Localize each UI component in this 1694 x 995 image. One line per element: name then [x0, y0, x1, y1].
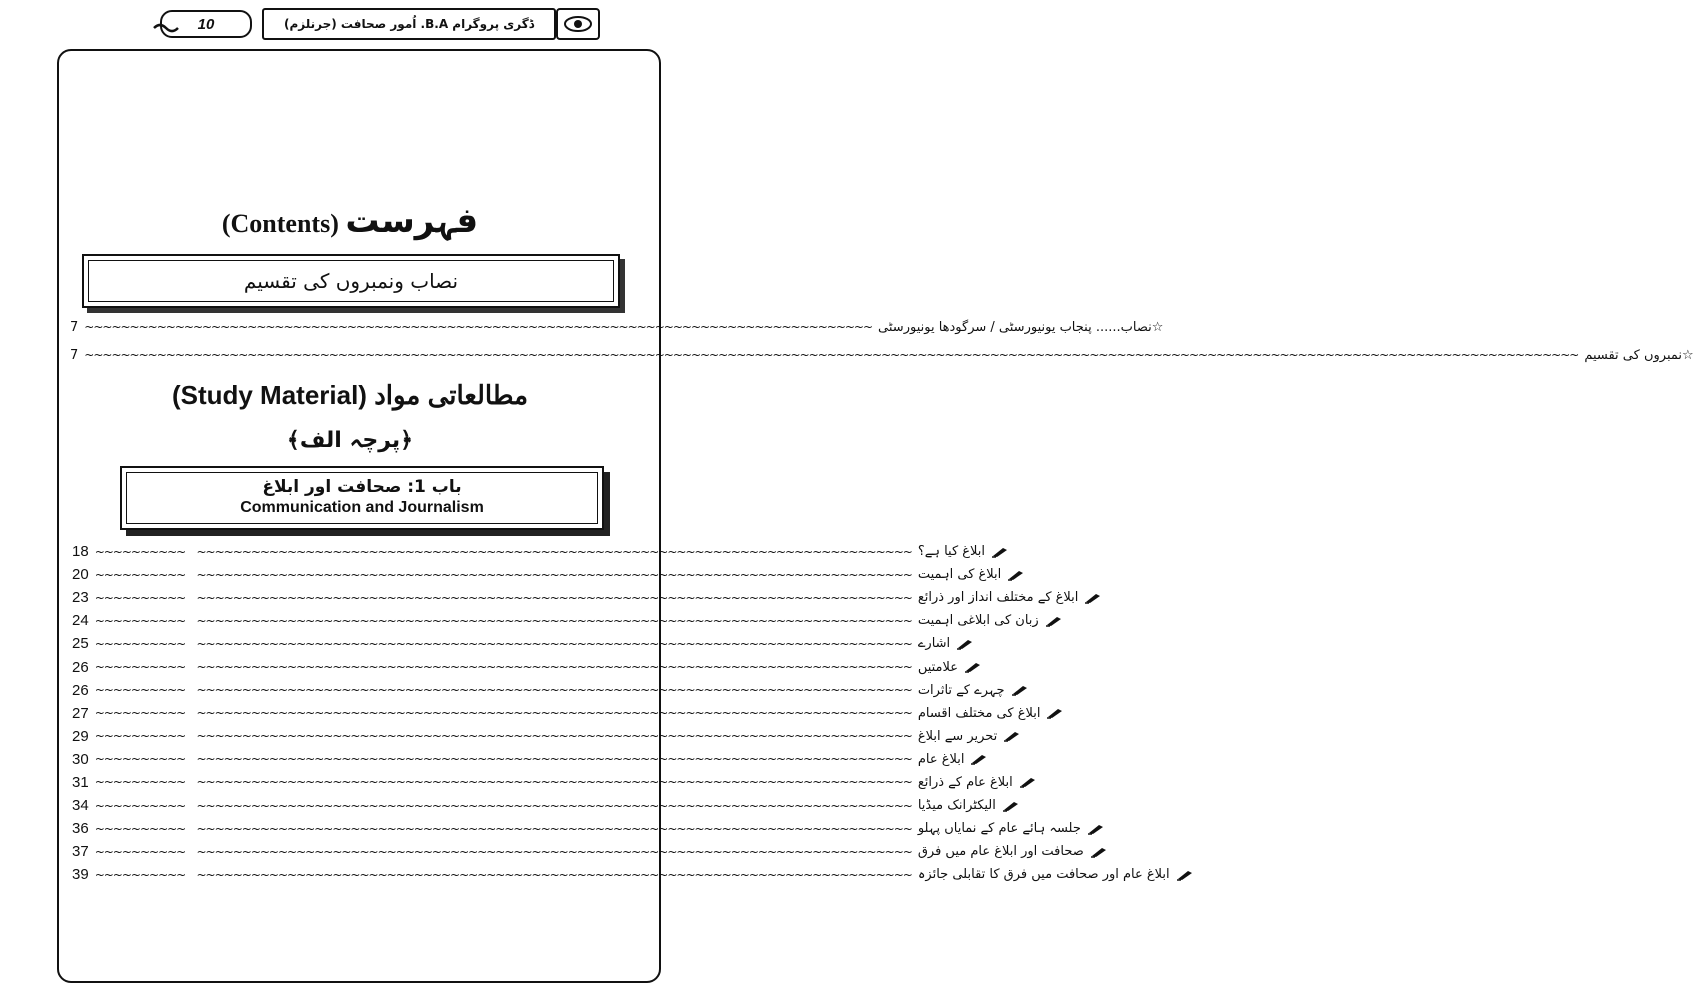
pen-icon	[970, 753, 988, 765]
toc-page-number: 23	[72, 589, 89, 607]
toc-row[interactable]	[72, 632, 951, 655]
running-title: ڈگری پروگرام B.A. اُمور صحافت (جرنلزم)	[262, 8, 556, 40]
pen-icon	[964, 661, 982, 673]
pen-icon	[1087, 823, 1105, 835]
toc-row[interactable]	[72, 817, 1081, 840]
section-title: نصاب ونمبروں کی تقسیم	[88, 260, 614, 302]
toc-list	[72, 540, 1170, 886]
contents-heading-en: (Contents)	[221, 209, 339, 238]
study-heading-en: (Study Material)	[171, 380, 367, 410]
toc-page-number: 27	[72, 704, 89, 722]
toc-row[interactable]	[70, 344, 1694, 366]
pen-icon	[1002, 800, 1020, 812]
star-icon: ☆	[1682, 347, 1694, 363]
leader-dashes: ~~~~~~~~~~~~~~~~~~~~~~~~~~~~~~~~~~~~~~~~~~~~~~~~~~~~~~~~~~~~~~~~~~~~~~~~~~~~~~~~~~~~~~~	[84, 320, 873, 334]
contents-heading	[0, 200, 700, 241]
toc-page-number: 7	[70, 347, 79, 363]
leader-dashes: ~~~~~~~~~~ ~~~~~~~~~~~~~~~~~~~~~~~~~~~~~~~~~~~~~~~~~~~~~~~~~~~~~~~~~~~~~~~~~~~~~~~~~~~~~~~	[94, 636, 912, 651]
toc-row[interactable]	[72, 609, 1039, 632]
toc-row[interactable]	[72, 771, 1013, 794]
toc-page-number: 25	[72, 635, 89, 653]
leader-dashes: ~~~~~~~~~~ ~~~~~~~~~~~~~~~~~~~~~~~~~~~~~~~~~~~~~~~~~~~~~~~~~~~~~~~~~~~~~~~~~~~~~~~~~~~~~~~	[94, 590, 912, 605]
contents-heading-ur: فہرست	[345, 201, 479, 241]
leader-dashes: ~~~~~~~~~~ ~~~~~~~~~~~~~~~~~~~~~~~~~~~~~~~~~~~~~~~~~~~~~~~~~~~~~~~~~~~~~~~~~~~~~~~~~~~~~~~	[94, 706, 912, 721]
toc-entry-text: ابلاغ عام اور صحافت میں فرق کا تقابلی جائزہ	[917, 867, 1170, 883]
toc-row[interactable]	[72, 748, 965, 771]
toc-entry-text: جلسہ ہائے عام کے نمایاں پہلو	[917, 821, 1081, 837]
toc-row[interactable]	[72, 794, 996, 817]
toc-entry-text: علامتیں	[917, 659, 959, 675]
toc-entry-text: ابلاغ عام	[917, 751, 965, 767]
toc-entry-text: تحریر سے ابلاغ	[917, 728, 998, 744]
pen-icon	[1011, 684, 1029, 696]
chapter-title-ur: باب 1: صحافت اور ابلاغ	[262, 477, 462, 497]
toc-page-number: 26	[72, 681, 89, 699]
page-header	[0, 0, 700, 48]
leader-dashes: ~~~~~~~~~~ ~~~~~~~~~~~~~~~~~~~~~~~~~~~~~~~~~~~~~~~~~~~~~~~~~~~~~~~~~~~~~~~~~~~~~~~~~~~~~~~	[94, 683, 912, 698]
toc-entry-text: چہرے کے تاثرات	[917, 682, 1005, 698]
leader-dashes: ~~~~~~~~~~ ~~~~~~~~~~~~~~~~~~~~~~~~~~~~~~~~~~~~~~~~~~~~~~~~~~~~~~~~~~~~~~~~~~~~~~~~~~~~~~~	[94, 613, 912, 628]
leader-dashes: ~~~~~~~~~~ ~~~~~~~~~~~~~~~~~~~~~~~~~~~~~~~~~~~~~~~~~~~~~~~~~~~~~~~~~~~~~~~~~~~~~~~~~~~~~~~	[94, 844, 912, 859]
pen-icon	[1046, 707, 1064, 719]
toc-entry-text: ابلاغ کی اہمیت	[917, 567, 1002, 583]
toc-page-number: 20	[72, 566, 89, 584]
leader-dashes: ~~~~~~~~~~ ~~~~~~~~~~~~~~~~~~~~~~~~~~~~~~~~~~~~~~~~~~~~~~~~~~~~~~~~~~~~~~~~~~~~~~~~~~~~~~~	[94, 821, 912, 836]
toc-entry-text: اشارے	[917, 636, 951, 652]
leader-dashes: ~~~~~~~~~~ ~~~~~~~~~~~~~~~~~~~~~~~~~~~~~~~~~~~~~~~~~~~~~~~~~~~~~~~~~~~~~~~~~~~~~~~~~~~~~~~	[94, 729, 912, 744]
toc-row[interactable]	[72, 863, 1170, 886]
leader-dashes: ~~~~~~~~~~ ~~~~~~~~~~~~~~~~~~~~~~~~~~~~~~~~~~~~~~~~~~~~~~~~~~~~~~~~~~~~~~~~~~~~~~~~~~~~~~~	[94, 660, 912, 675]
leader-dashes: ~~~~~~~~~~ ~~~~~~~~~~~~~~~~~~~~~~~~~~~~~~~~~~~~~~~~~~~~~~~~~~~~~~~~~~~~~~~~~~~~~~~~~~~~~~~	[94, 752, 912, 767]
toc-page-number: 37	[72, 843, 89, 861]
pen-icon	[1019, 776, 1037, 788]
pen-icon	[1176, 869, 1194, 881]
toc-page-number: 34	[72, 797, 89, 815]
toc-entry-text: نصاب...... پنجاب یونیورسٹی / سرگودھا یونیورسٹی	[878, 319, 1152, 335]
toc-page-number: 31	[72, 773, 89, 791]
toc-row[interactable]	[72, 702, 1041, 725]
chapter-title-en: Communication and Journalism	[240, 499, 484, 516]
pen-icon	[1003, 730, 1021, 742]
paper-label: ﴿پرچہ الف﴾	[286, 428, 414, 453]
leader-dashes: ~~~~~~~~~~ ~~~~~~~~~~~~~~~~~~~~~~~~~~~~~~~~~~~~~~~~~~~~~~~~~~~~~~~~~~~~~~~~~~~~~~~~~~~~~~~	[94, 867, 912, 882]
pen-icon	[1084, 592, 1102, 604]
toc-entry-text: الیکٹرانک میڈیا	[917, 798, 996, 814]
leader-dashes: ~~~~~~~~~~~~~~~~~~~~~~~~~~~~~~~~~~~~~~~~~~~~~~~~~~~~~~~~~~~~~~~~~~~~~~~~~~~~~~~~~~~~~~~~~~~~~~~~~~~~~~~~~~~~~~~~~~~~~~~~~~~~~~~~~~~~~~~~~~~~~~~~~~~~~~~~~~~~~~~~~~~~~	[84, 348, 1579, 362]
pen-icon	[1045, 615, 1063, 627]
toc-row[interactable]	[70, 316, 1164, 338]
toc-page-number: 29	[72, 727, 89, 745]
toc-page-number: 7	[70, 319, 79, 335]
toc-page-number: 24	[72, 612, 89, 630]
pen-icon	[956, 638, 974, 650]
toc-entry-text: ابلاغ کی مختلف اقسام	[917, 705, 1041, 721]
leader-dashes: ~~~~~~~~~~ ~~~~~~~~~~~~~~~~~~~~~~~~~~~~~~~~~~~~~~~~~~~~~~~~~~~~~~~~~~~~~~~~~~~~~~~~~~~~~~~	[94, 567, 912, 582]
leader-dashes: ~~~~~~~~~~ ~~~~~~~~~~~~~~~~~~~~~~~~~~~~~~~~~~~~~~~~~~~~~~~~~~~~~~~~~~~~~~~~~~~~~~~~~~~~~~~	[94, 775, 912, 790]
toc-page-number: 36	[72, 820, 89, 838]
study-material-heading	[0, 380, 700, 411]
toc-entry-text: ابلاغ کے مختلف انداز اور ذرائع	[917, 590, 1079, 606]
pen-icon	[1090, 846, 1108, 858]
toc-row[interactable]	[72, 840, 1084, 863]
toc-entry-text: ابلاغ عام کے ذرائع	[917, 774, 1013, 790]
page-number: 10	[160, 10, 252, 38]
toc-row[interactable]	[72, 725, 998, 748]
toc-entry-text: زبان کی ابلاغی اہمیت	[917, 613, 1039, 629]
toc-page-number: 30	[72, 750, 89, 768]
section-title-box	[82, 254, 620, 308]
toc-page-number: 39	[72, 866, 89, 884]
star-icon: ☆	[1151, 319, 1164, 335]
eye-logo-icon	[556, 8, 600, 40]
toc-entry-text: ابلاغ کیا ہے؟	[917, 544, 986, 560]
toc-entry-text: صحافت اور ابلاغ عام میں فرق	[917, 844, 1084, 860]
leader-dashes: ~~~~~~~~~~ ~~~~~~~~~~~~~~~~~~~~~~~~~~~~~~~~~~~~~~~~~~~~~~~~~~~~~~~~~~~~~~~~~~~~~~~~~~~~~~~	[94, 798, 912, 813]
chapter-title-box	[120, 466, 604, 530]
leader-dashes: ~~~~~~~~~~ ~~~~~~~~~~~~~~~~~~~~~~~~~~~~~~~~~~~~~~~~~~~~~~~~~~~~~~~~~~~~~~~~~~~~~~~~~~~~~~~	[94, 544, 912, 559]
toc-row[interactable]	[72, 586, 1079, 609]
toc-row[interactable]	[72, 679, 1005, 702]
toc-page-number: 26	[72, 658, 89, 676]
pen-icon	[1007, 569, 1025, 581]
toc-page-number: 18	[72, 543, 89, 561]
toc-row[interactable]	[72, 563, 1002, 586]
pen-icon	[991, 546, 1009, 558]
toc-entry-text: نمبروں کی تقسیم	[1584, 347, 1683, 363]
study-heading-ur: مطالعاتی مواد	[374, 380, 529, 410]
toc-row[interactable]	[72, 655, 959, 678]
toc-row[interactable]	[72, 540, 986, 563]
